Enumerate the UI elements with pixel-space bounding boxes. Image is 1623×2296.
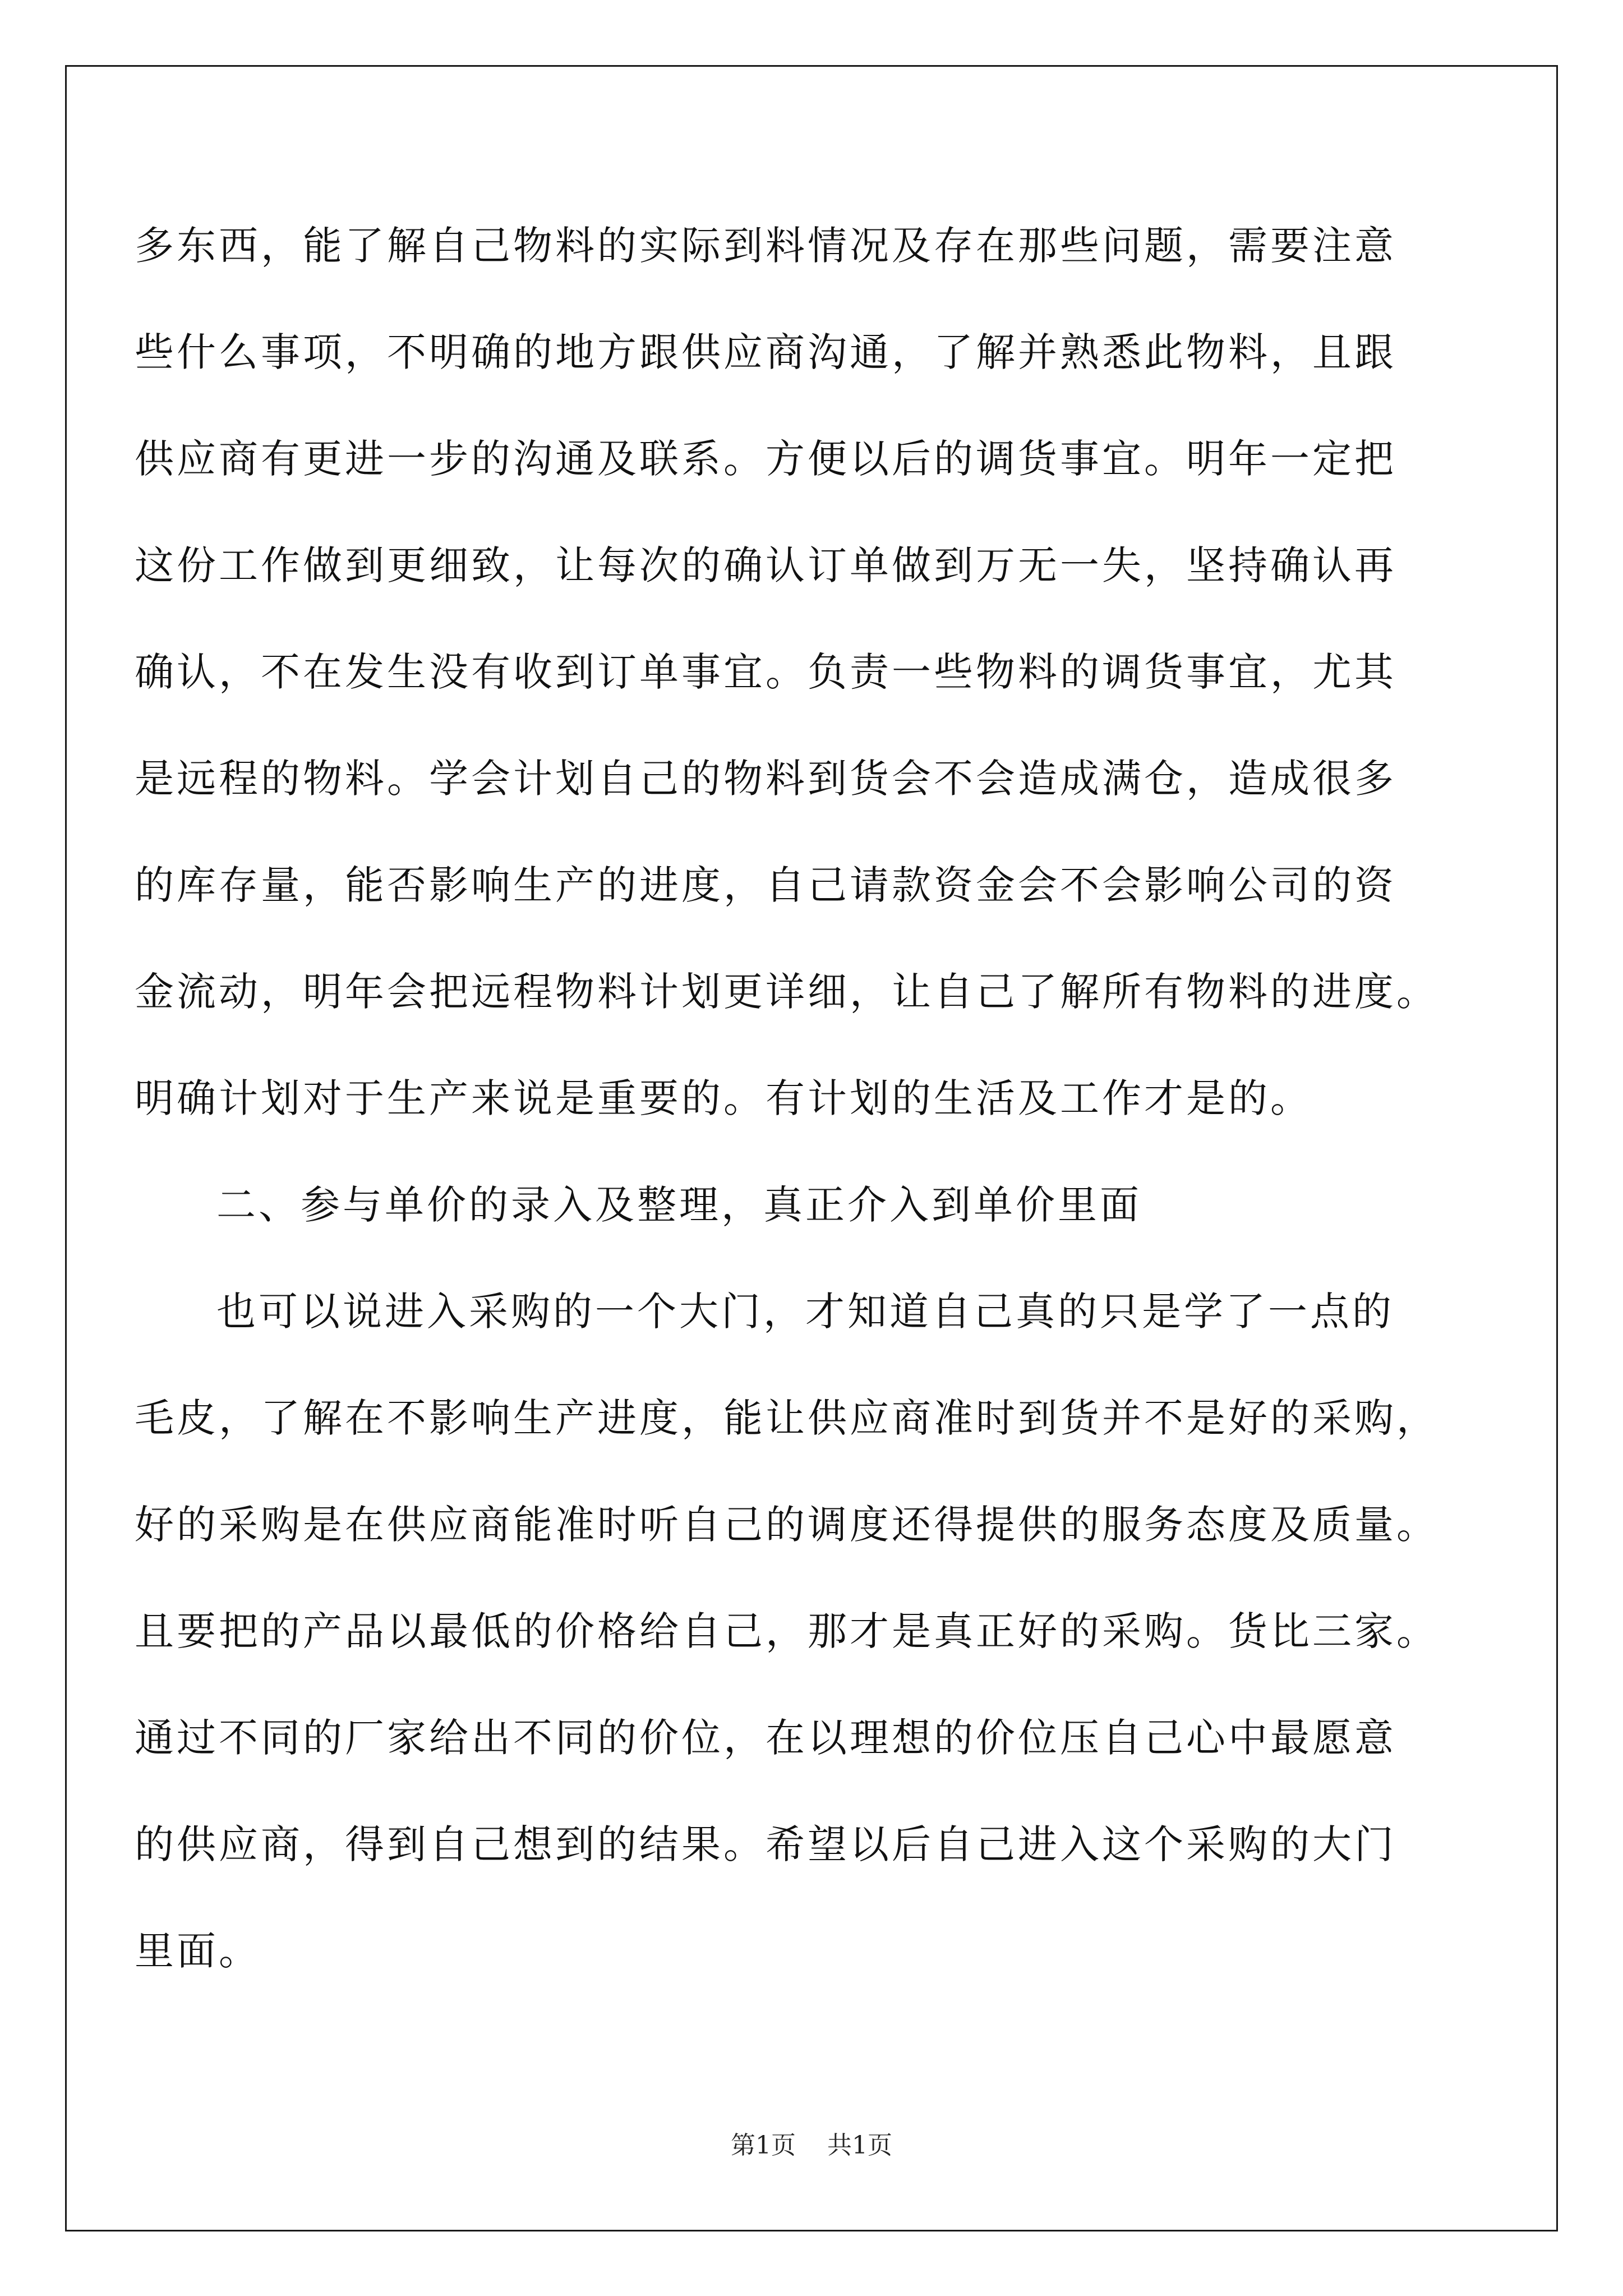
text-line: 些什么事项，不明确的地方跟供应商沟通，了解并熟悉此物料，且跟 [135,329,1396,375]
page-footer [0,2129,1623,2162]
text-line: 金流动，明年会把远程物料计划更详细，让自己了解所有物料的进度。 [135,969,1438,1015]
text-line: 里面。 [135,1928,261,1974]
text-line: 好的采购是在供应商能准时听自己的调度还得提供的服务态度及质量。 [135,1502,1438,1548]
text-line: 明确计划对于生产来说是重要的。有计划的生活及工作才是的。 [135,1075,1312,1121]
text-line: 确认，不在发生没有收到订单事宜。负责一些物料的调货事宜，尤其 [135,649,1396,695]
text-line: 供应商有更进一步的沟通及联系。方便以后的调货事宜。明年一定把 [135,436,1396,482]
page-border [65,65,1558,2231]
text-line: 毛皮，了解在不影响生产进度，能让供应商准时到货并不是好的采购， [135,1395,1438,1441]
page-number: 第1页 [731,2131,796,2160]
section-heading: 二、参与单价的录入及整理，真正介入到单价里面 [216,1182,1142,1228]
text-line: 也可以说进入采购的一个大门，才知道自己真的只是学了一点的 [216,1289,1394,1335]
text-line: 这份工作做到更细致，让每次的确认订单做到万无一失，坚持确认再 [135,542,1396,588]
text-line: 的供应商，得到自己想到的结果。希望以后自己进入这个采购的大门 [135,1821,1396,1867]
text-line: 多东西，能了解自己物料的实际到料情况及存在那些问题，需要注意 [135,223,1396,269]
text-line: 通过不同的厂家给出不同的价位，在以理想的价位压自己心中最愿意 [135,1715,1396,1761]
text-line: 且要把的产品以最低的价格给自己，那才是真正好的采购。货比三家。 [135,1608,1438,1654]
page-total: 共1页 [827,2131,892,2160]
text-line: 的库存量，能否影响生产的进度，自己请款资金会不会影响公司的资 [135,862,1396,908]
text-line: 是远程的物料。学会计划自己的物料到货会不会造成满仓，造成很多 [135,756,1396,802]
